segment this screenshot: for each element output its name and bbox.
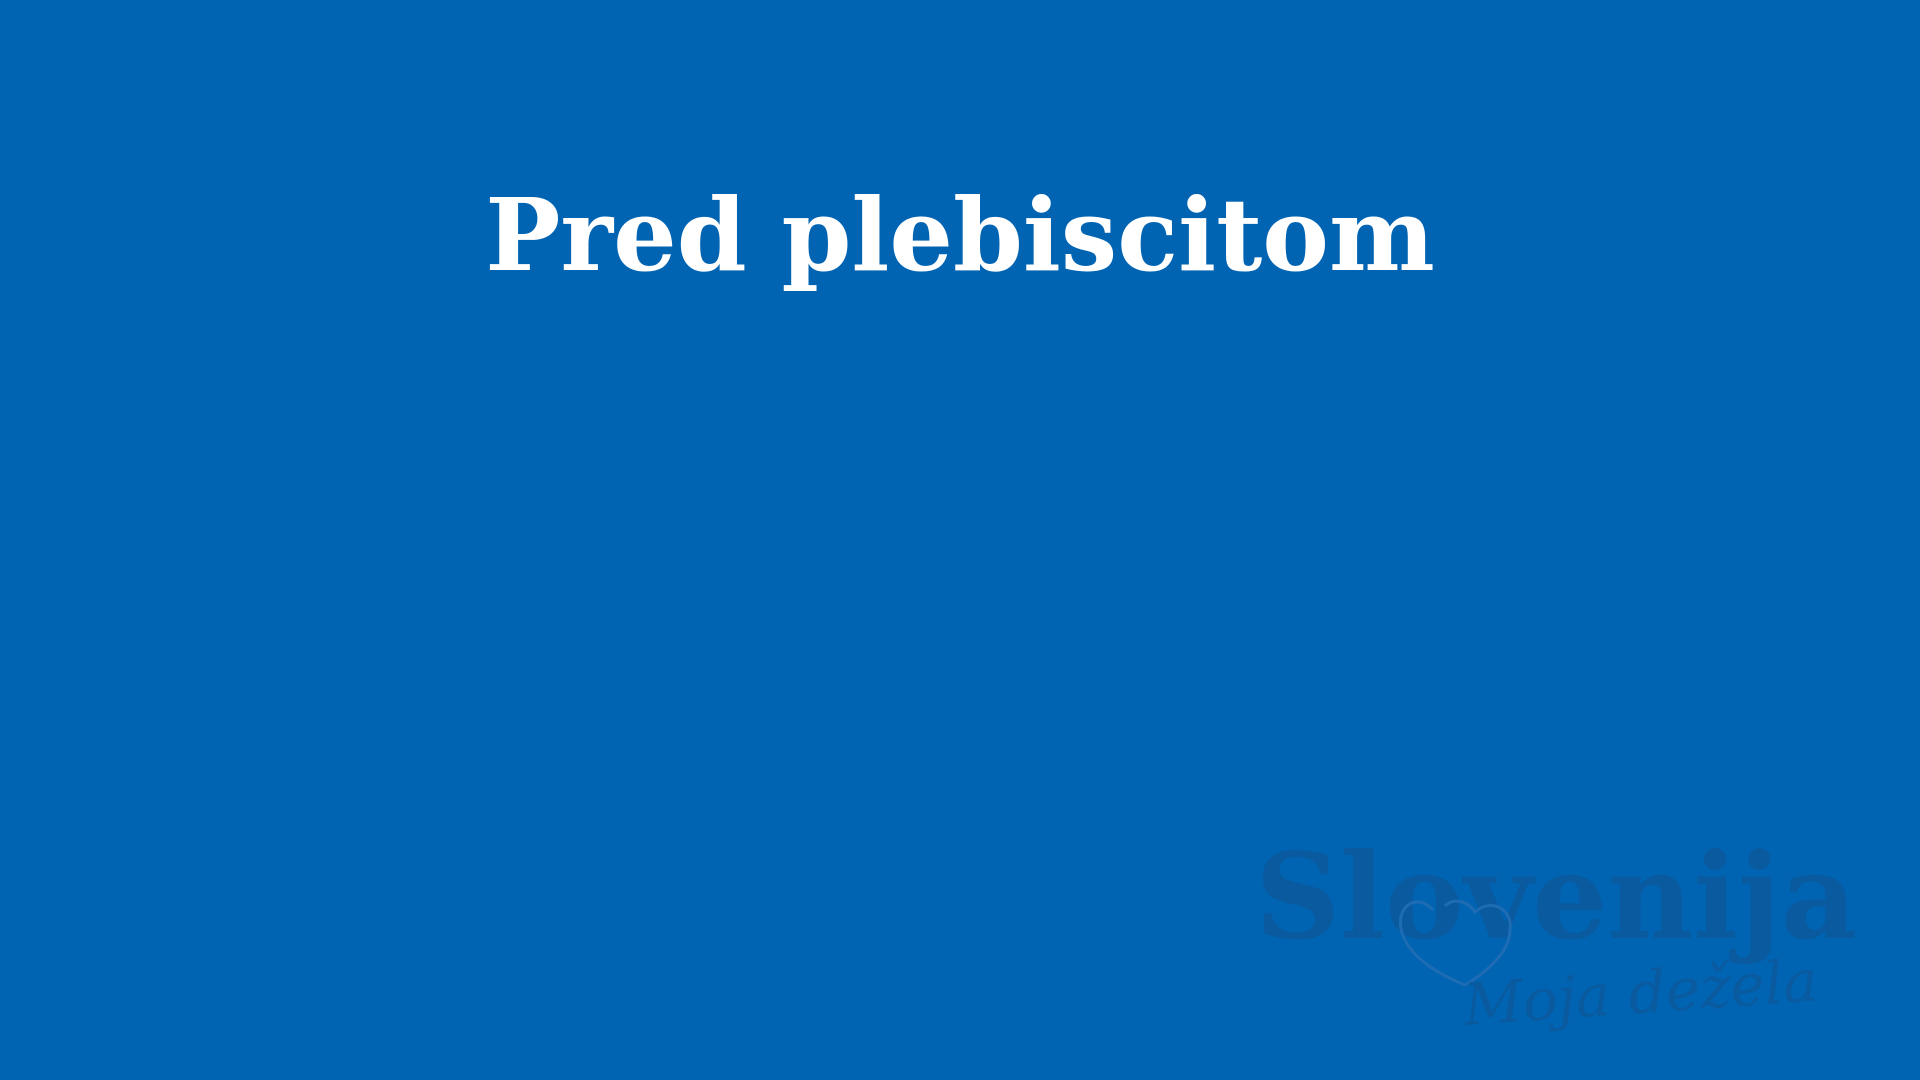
slide-title: Pred plebiscitom: [485, 176, 1435, 294]
slovenija-logo: [1255, 820, 1895, 1060]
logo-tagline: Moja dežela: [1461, 946, 1820, 1039]
logo-wordmark: Slovenija: [1255, 827, 1858, 966]
